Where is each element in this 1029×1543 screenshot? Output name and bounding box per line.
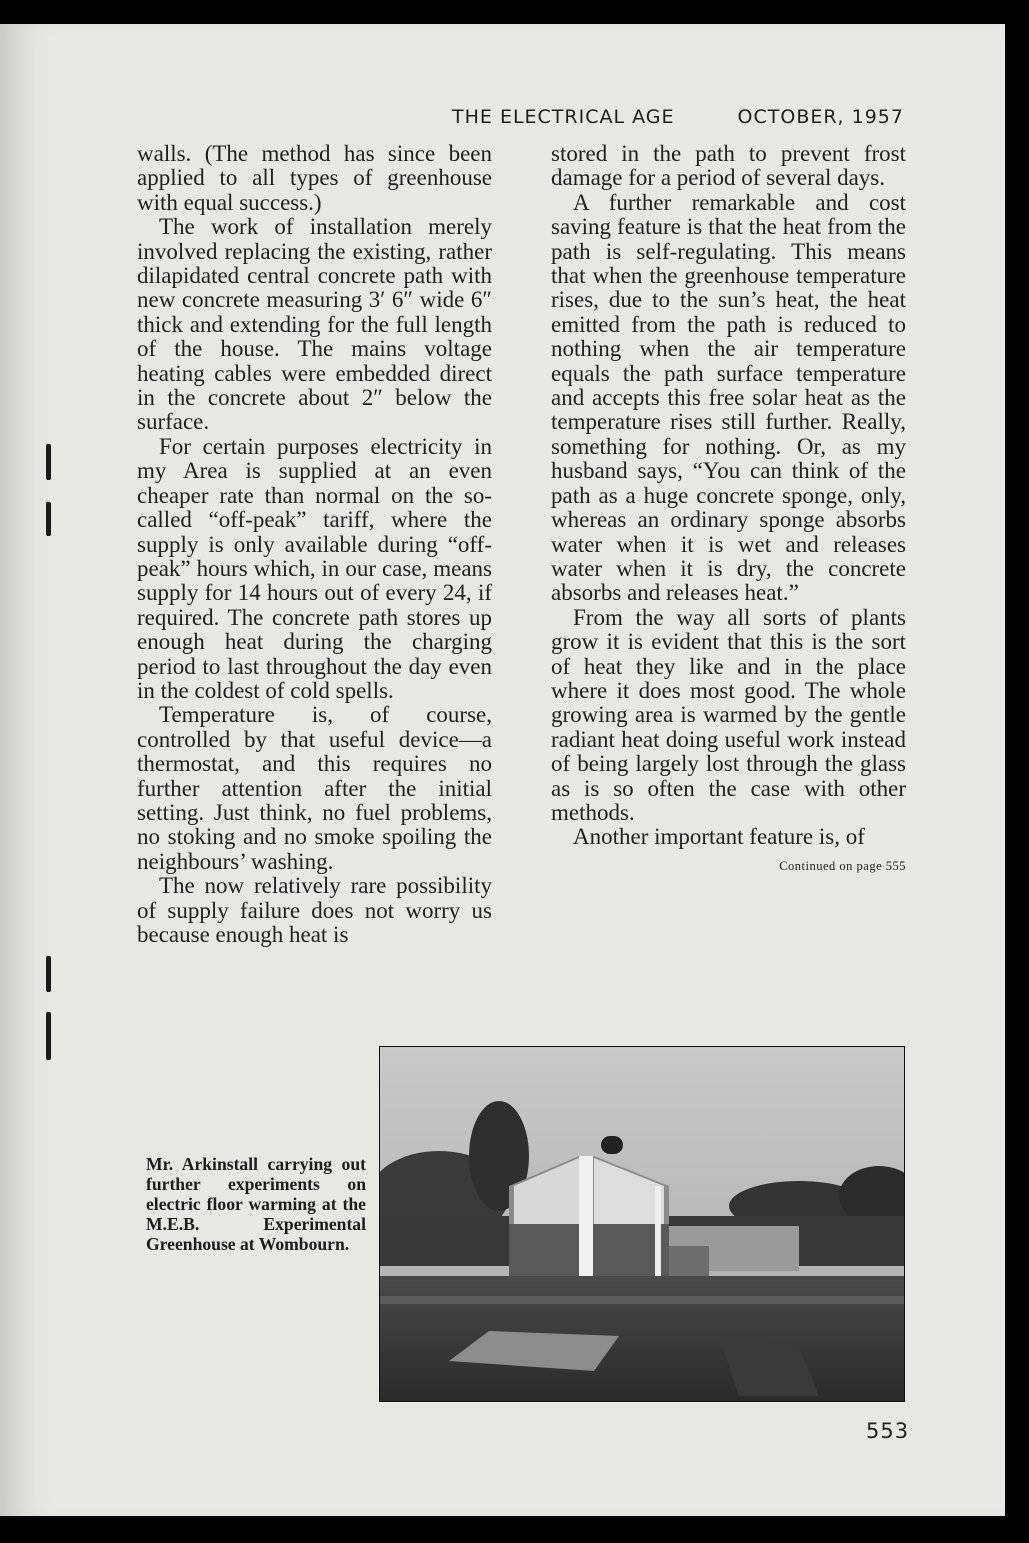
greenhouse-photo-illustration <box>379 1046 905 1402</box>
binding-mark <box>46 444 51 480</box>
paragraph: A further remarkable and cost saving feature is that the heat from the path is self-regulating. This means that when the greenhouse temperature rises, due to the sun’s heat, the heat emitted from the path is reduced to nothing when the air temperature equals the path surface temperature and accepts this free solar heat as the temperature rises still further. Really, something for nothing. Or, as my husband says, “You can think of the path as a huge concrete sponge, only, whereas an ordinary sponge absorbs water when it is wet and releases water when it is dry, the concrete absorbs and releases heat.” <box>551 189 906 606</box>
continued-note: Continued on page 555 <box>779 858 906 873</box>
paragraph: From the way all sorts of plants grow it is evident that this is the sort of heat they like and in the place where it does most good. The whole growing area is warmed by the gentle radiant heat doing useful work instead of being largely lost through the glass as is so often the case with other methods. <box>551 604 906 825</box>
paragraph: Temperature is, of course, controlled by that useful device—a thermostat, and this requires no further attention after the initial setting. Just think, no fuel problems, no stoking and no smoke spoiling the neighbours’ washing. <box>137 702 492 874</box>
paragraph: stored in the path to prevent frost damage for a period of several days. <box>551 141 906 191</box>
binding-mark <box>46 1012 51 1060</box>
issue-date: OCTOBER, 1957 <box>737 106 904 128</box>
paragraph: Another important feature is, of <box>573 824 865 850</box>
greenhouse-photo <box>379 1046 905 1402</box>
photo-caption: Mr. Arkinstall carrying out further experiments on electric floor warming at the M.E.B. Experimental Greenhouse at Wombourn. <box>146 1154 366 1254</box>
paragraph: The now relatively rare possibility of supply failure does not worry us because enough heat is <box>137 873 492 947</box>
magazine-page <box>0 24 1005 1516</box>
page-number: 553 <box>866 1419 910 1443</box>
running-header <box>452 106 904 128</box>
binding-mark <box>46 502 51 536</box>
publication-title: THE ELECTRICAL AGE <box>452 106 675 128</box>
right-column <box>551 142 906 878</box>
binding-mark <box>46 956 51 992</box>
paragraph: The work of installation merely involved replacing the existing, rather dilapidated central concrete path with new concrete measuring 3′ 6″ wide 6″ thick and extending for the full length of the house. The mains voltage heating cables were embedded direct in the concrete about 2″ below the surface. <box>137 214 492 435</box>
paragraph: walls. (The method has since been applied to all types of greenhouse with equal success.) <box>137 141 492 215</box>
left-column <box>137 142 492 947</box>
paragraph: For certain purposes electricity in my Area is supplied at an even cheaper rate than normal on the so-called “off-peak” tariff, where the supply is only available during “off-peak” hours which, in our case, means supply for 14 hours out of every 24, if required. The concrete path stores up enough heat during the charging period to last throughout the day even in the coldest of cold spells. <box>137 433 492 703</box>
